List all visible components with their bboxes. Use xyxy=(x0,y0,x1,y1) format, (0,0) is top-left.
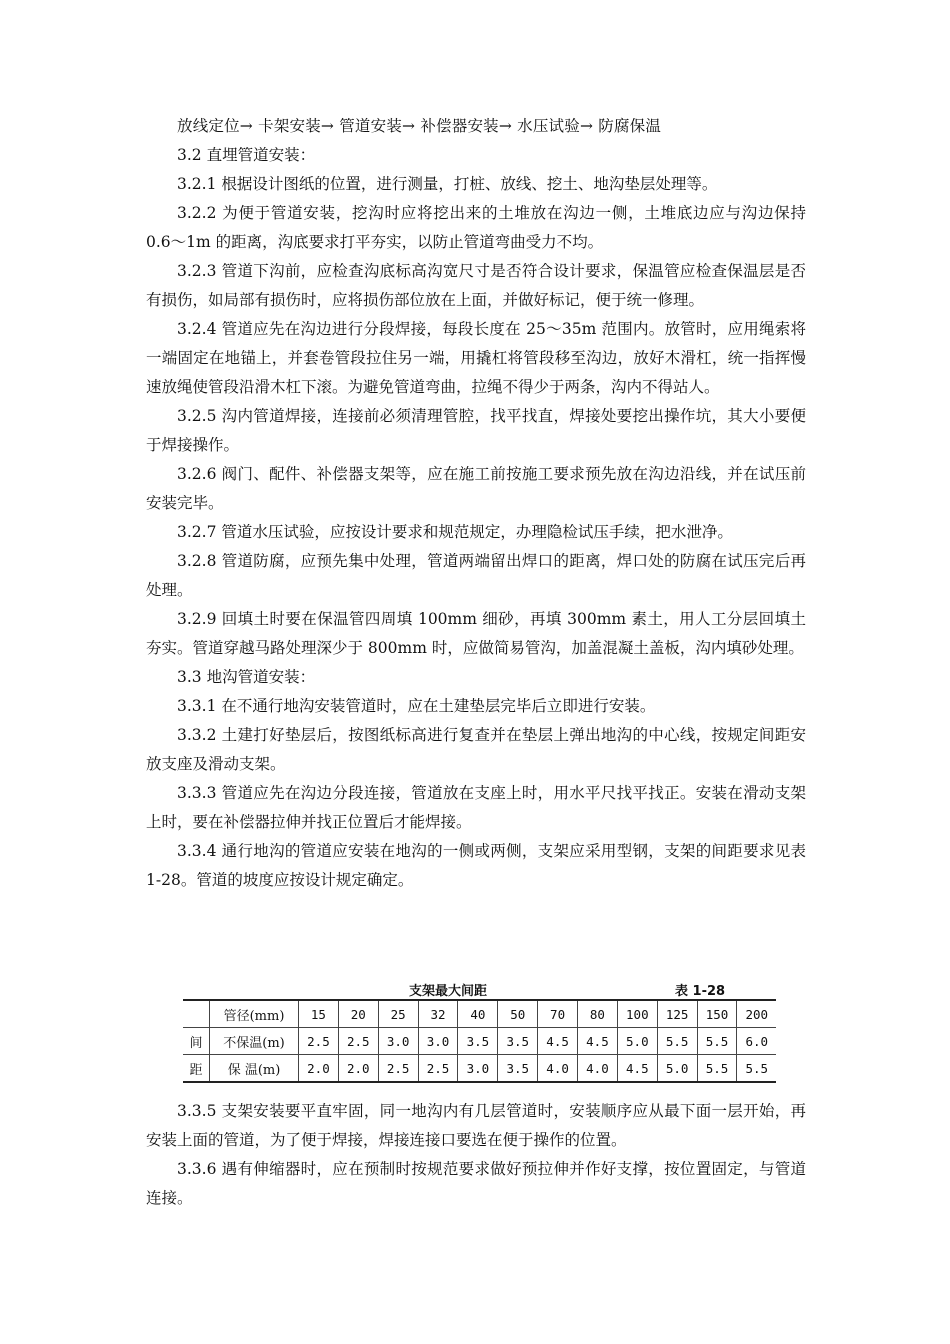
paragraph: 3.3.2 土建打好垫层后，按图纸标高进行复查并在垫层上弹出地沟的中心线，按规定间距安放支座及滑动支架。 xyxy=(146,726,806,773)
table-cell: 5.5 xyxy=(657,1028,697,1055)
paragraph: 3.2.8 管道防腐，应预先集中处理，管道两端留出焊口的距离，焊口处的防腐在试压完后再处理。 xyxy=(146,552,806,599)
table-cell: 6.0 xyxy=(737,1028,776,1055)
table-cell: 5.0 xyxy=(617,1028,657,1055)
paragraph: 3.3.5 支架安装要平直牢固，同一地沟内有几层管道时，安装顺序应从最下面一层开始，再安装上面的管道，为了便于焊接，焊接连接口要选在便于操作的位置。 xyxy=(146,1102,806,1149)
table-cell: 3.5 xyxy=(498,1055,538,1083)
table-header-cell: 40 xyxy=(458,1000,498,1028)
table-number: 表 1-28 xyxy=(675,984,726,999)
table-row xyxy=(183,1055,776,1083)
paragraph: 3.3.4 通行地沟的管道应安装在地沟的一侧或两侧，支架应采用型钢，支架的间距要求见表 1-28。管道的坡度应按设计规定确定。 xyxy=(146,842,806,889)
table-cell: 3.0 xyxy=(458,1055,498,1083)
table-cell: 4.0 xyxy=(578,1055,618,1083)
paragraph: 3.2.4 管道应先在沟边进行分段焊接，每段长度在 25～35m 范围内。放管时，应用绳索将一端固定在地锚上，并套卷管段拉住另一端，用撬杠将管段移至沟边，放好木滑杠，统一指挥慢速放绳使管段沿滑木杠下滚。为避免管道弯曲，拉绳不得少于两条，沟内不得站人。 xyxy=(146,320,806,396)
paragraph: 3.2.9 回填土时要在保温管四周填 100mm 细砂，再填 300mm 素土，用人工分层回填土夯实。管道穿越马路处理深少于 800mm 时，应做简易管沟，加盖混凝土盖板，沟内填砂处理。 xyxy=(146,610,806,657)
paragraph: 3.2.7 管道水压试验，应按设计要求和规范规定，办理隐检试压手续，把水泄净。 xyxy=(177,523,733,541)
table-row-label: 保 温(m) xyxy=(210,1055,299,1083)
table-header-label: 管径(mm) xyxy=(210,1000,299,1028)
table-cell: 5.5 xyxy=(737,1055,776,1083)
table-corner-cell xyxy=(183,1000,210,1028)
table-header-cell: 20 xyxy=(338,1000,378,1028)
body-text-lower xyxy=(146,1097,806,1213)
paragraph: 3.3.1 在不通行地沟安装管道时，应在土建垫层完毕后立即进行安装。 xyxy=(177,697,656,715)
table-cell: 4.0 xyxy=(538,1055,578,1083)
table-cell: 3.5 xyxy=(458,1028,498,1055)
table-header-row xyxy=(183,1000,776,1028)
table-header-cell: 32 xyxy=(418,1000,458,1028)
support-spacing-table-block xyxy=(183,977,776,1083)
paragraph: 3.2.1 根据设计图纸的位置，进行测量，打桩、放线、挖土、地沟垫层处理等。 xyxy=(177,175,718,193)
table-cell: 2.0 xyxy=(299,1055,339,1083)
table-header-cell: 50 xyxy=(498,1000,538,1028)
table-header-cell: 15 xyxy=(299,1000,339,1028)
paragraph: 3.2.5 沟内管道焊接，连接前必须清理管腔，找平找直，焊接处要挖出操作坑，其大小要便于焊接操作。 xyxy=(146,407,806,454)
table-row xyxy=(183,1028,776,1055)
table-cell: 4.5 xyxy=(538,1028,578,1055)
table-header-cell: 70 xyxy=(538,1000,578,1028)
table-header-cell: 150 xyxy=(697,1000,737,1028)
table-row-label: 不保温(m) xyxy=(210,1028,299,1055)
table-cell: 5.0 xyxy=(657,1055,697,1083)
support-spacing-table xyxy=(183,999,776,1083)
table-header-cell: 100 xyxy=(617,1000,657,1028)
table-cell: 2.0 xyxy=(338,1055,378,1083)
table-cell: 4.5 xyxy=(578,1028,618,1055)
table-cell: 3.5 xyxy=(498,1028,538,1055)
table-title-row xyxy=(183,977,776,999)
table-header-cell: 125 xyxy=(657,1000,697,1028)
paragraph: 3.3 地沟管道安装： xyxy=(177,668,316,686)
table-header-cell: 25 xyxy=(378,1000,418,1028)
table-side-label: 距 xyxy=(183,1055,210,1083)
table-cell: 3.0 xyxy=(378,1028,418,1055)
table-cell: 3.0 xyxy=(418,1028,458,1055)
process-flow-line: 放线定位→ 卡架安装→ 管道安装→ 补偿器安装→ 水压试验→ 防腐保温 xyxy=(177,117,662,135)
table-cell: 5.5 xyxy=(697,1055,737,1083)
paragraph: 3.2.2 为便于管道安装，挖沟时应将挖出来的土堆放在沟边一侧，土堆底边应与沟边保持 0.6～1m 的距离，沟底要求打平夯实，以防止管道弯曲受力不均。 xyxy=(146,204,806,251)
paragraph: 3.3.3 管道应先在沟边分段连接，管道放在支座上时，用水平尺找平找正。安装在滑动支架上时，要在补偿器拉伸并找正位置后才能焊接。 xyxy=(146,784,806,831)
body-text-upper xyxy=(146,112,806,895)
table-caption: 支架最大间距 xyxy=(409,984,488,999)
table-cell: 4.5 xyxy=(617,1055,657,1083)
paragraph: 3.2.6 阀门、配件、补偿器支架等，应在施工前按施工要求预先放在沟边沿线，并在试压前安装完毕。 xyxy=(146,465,806,512)
paragraph: 3.2.3 管道下沟前，应检查沟底标高沟宽尺寸是否符合设计要求，保温管应检查保温层是否有损伤，如局部有损伤时，应将损伤部位放在上面，并做好标记，便于统一修理。 xyxy=(146,262,806,309)
table-side-label: 间 xyxy=(183,1028,210,1055)
table-header-cell: 200 xyxy=(737,1000,776,1028)
table-cell: 5.5 xyxy=(697,1028,737,1055)
paragraph: 3.3.6 遇有伸缩器时，应在预制时按规范要求做好预拉伸并作好支撑，按位置固定，与管道连接。 xyxy=(146,1160,806,1207)
table-cell: 2.5 xyxy=(378,1055,418,1083)
table-header-cell: 80 xyxy=(578,1000,618,1028)
table-cell: 2.5 xyxy=(299,1028,339,1055)
table-cell: 2.5 xyxy=(338,1028,378,1055)
table-cell: 2.5 xyxy=(418,1055,458,1083)
paragraph: 3.2 直埋管道安装： xyxy=(177,146,316,164)
